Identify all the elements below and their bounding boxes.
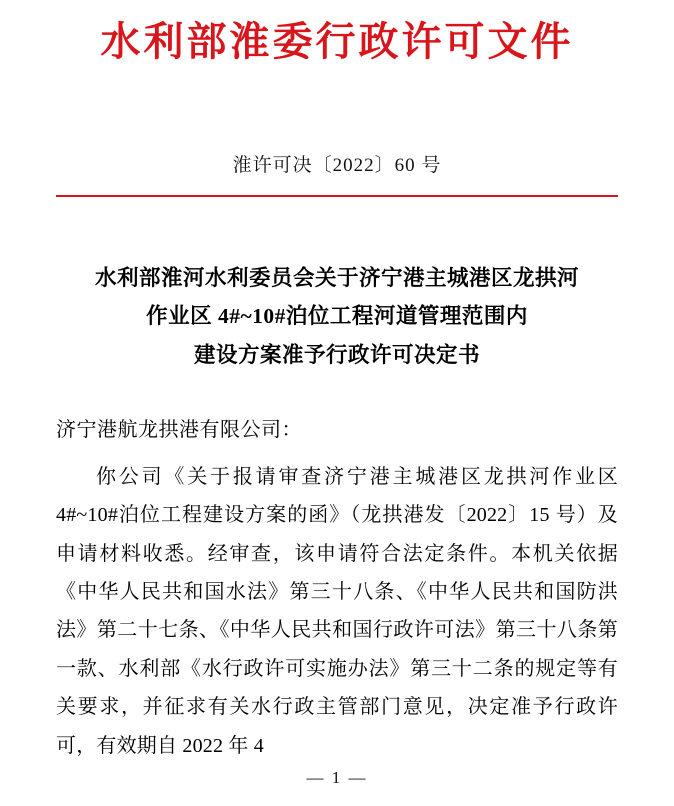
document-page <box>0 20 674 806</box>
document-title <box>56 259 618 374</box>
document-title-line-1: 水利部淮河水利委员会关于济宁港主城港区龙拱河 <box>94 266 579 290</box>
document-header-title: 水利部淮委行政许可文件 <box>100 19 574 64</box>
document-title-line-3: 建设方案准予行政许可决定书 <box>193 342 480 367</box>
page-number: — 1 — <box>306 768 368 787</box>
document-body <box>56 458 618 765</box>
body-paragraph: 你公司《关于报请审查济宁港主城港区龙拱河作业区 4#~10#泊位工程建设方案的函》（龙拱港发〔2022〕15 号）及申请材料收悉。经审查，该申请符合法定条件。本机关依据《中华人民共和国水法》第三十八条、《中华人民共和国防洪法》第二十七条、《中华人民共和国行政许可法》第三十八条第一款、水利部《水行政许可实施办法》第三十二条的规定等有关要求，并征求有关水行政主管部门意见，决定准予行政许可，有效期自 2022 年 4 <box>56 465 618 757</box>
recipient-line: 济宁港航龙拱港有限公司： <box>56 418 302 441</box>
document-number: 淮许可决〔2022〕60 号 <box>232 155 442 176</box>
document-title-line-2: 作业区 4#~10#泊位工程河道管理范围内 <box>146 304 528 329</box>
red-divider-rule <box>56 195 618 197</box>
